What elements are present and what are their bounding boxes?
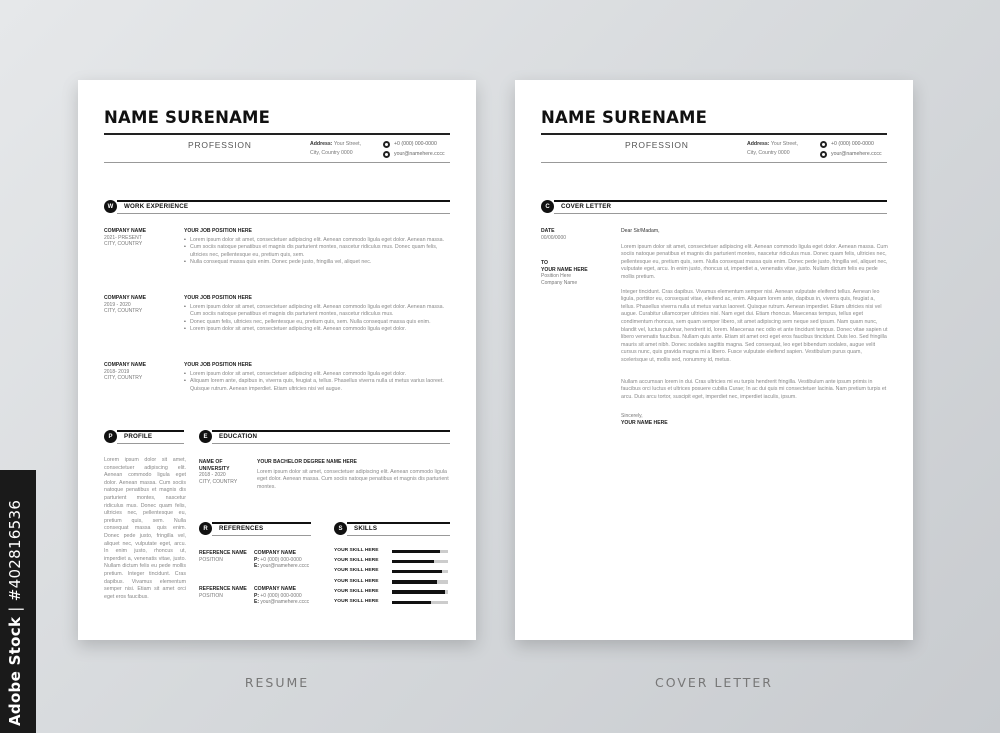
- job-bullet: • Lorem ipsum dolor sit amet, consectetuer adipiscing elit. Aenean commodo ligula eget dolor.: [184, 371, 452, 379]
- work-badge-icon: W: [104, 200, 117, 213]
- ref-phone-label: P:: [254, 592, 259, 599]
- profile-heading: [104, 430, 184, 444]
- stock-watermark-text: Adobe Stock | #402816536: [6, 499, 24, 726]
- cover-contact: [820, 139, 882, 159]
- skill-bar-fill: [392, 590, 445, 593]
- edu-years: 2018 - 2020: [199, 472, 226, 479]
- profile-badge-icon: P: [104, 430, 117, 443]
- ref-phone: +0 (000) 000-0000: [259, 556, 302, 563]
- ref-phone-label: P:: [254, 556, 259, 563]
- skills-badge-icon: S: [334, 522, 347, 535]
- job-bullets: [184, 237, 452, 267]
- cover-phone-text: +0 (000) 000-0000: [831, 141, 874, 147]
- cover-to-block: [541, 260, 588, 286]
- edu-university: UNIVERSITY: [199, 465, 230, 472]
- edu-name-of: NAME OF: [199, 459, 223, 465]
- job-1-detail: [184, 228, 452, 267]
- job-bullet: • Lorem ipsum dolor sit amet, consectetuer adipiscing elit. Aenean commodo ligula eget dolor. Aenean massa. Cum sociis natoque penatibus et magnis dis parturient montes, nascetur ridiculus mus.: [184, 304, 452, 319]
- ref-position: POSITION: [199, 592, 223, 599]
- job-1-meta: [104, 228, 174, 248]
- work-experience-heading: [104, 200, 450, 214]
- reference-2: [199, 586, 247, 599]
- skill-label: YOUR SKILL HERE: [334, 558, 379, 564]
- education-badge-icon: E: [199, 430, 212, 443]
- job-bullets: [184, 304, 452, 334]
- job-location: CITY, COUNTRY: [104, 375, 143, 382]
- salutation: Dear Sir/Madam,: [621, 228, 660, 234]
- letter-paragraph: Integer tincidunt. Cras dapibus. Vivamus elementum semper nisi. Aenean vulputate eleifend tellus. Aenean leo ligula, porttitor eu, consequat vitae, eleifend ac, enim. Aliquam lorem ante, dapibus in, viverra quis, feugiat a, tellus. Phasellus viverra nulla ut metus varius laoreet. Quisque rutrum. Aenean imperdiet. Etiam ultricies nisi vel augue. Curabitur ullamcorper ultricies nisi. Nam eget dui. Etiam rhoncus. Maecenas tempus, tellus eget condimentum rhoncus, sem quam semper libero, sit amet adipiscing sem neque sed ipsum. Nam quam nunc, blandit vel, luctus pulvinar, hendrerit id, lorem. Maecenas nec odio et ante tincidunt tempus. Donec vitae sapien ut libero venenatis faucibus. Nullam quis ante. Etiam sit amet orci eget eros faucibus tincidunt. Duis leo. Sed fringilla mauris sit amet nibh. Donec sodales sagittis magna. Sed consequat, leo eget bibendum sodales, augue velit cursus nunc, quis gravida magna mi a libero. Fusce vulputate eleifend sapien. Vestibulum purus quam, scelerisque ut, mollis sed, nonummy id, metus.: [621, 288, 888, 363]
- cover-address-label: Address:: [747, 141, 770, 147]
- address-line2: City, Country 0000: [310, 150, 353, 156]
- header-rule-bottom: [104, 162, 450, 163]
- date-label: DATE: [541, 228, 555, 234]
- ref-company: COMPANY NAME: [254, 550, 296, 556]
- cover-date-block: [541, 228, 566, 241]
- job-bullet: • Donec quam felis, ultricies nec, pellentesque eu, pretium quis, sem. Nulla consequat massa quis enim.: [184, 319, 452, 327]
- ref-name: REFERENCE NAME: [199, 586, 247, 592]
- skill-bar-fill: [392, 560, 434, 563]
- job-bullet: • Lorem ipsum dolor sit amet, consectetuer adipiscing elit. Aenean commodo ligula eget dolor. Aenean massa.: [184, 237, 452, 245]
- job-3-meta: [104, 362, 174, 382]
- ref-email-label: E:: [254, 563, 259, 570]
- email-icon: [383, 151, 390, 158]
- skill-label: YOUR SKILL HERE: [334, 548, 379, 553]
- email-icon: [820, 151, 827, 158]
- letter-paragraph: Lorem ipsum dolor sit amet, consectetuer adipiscing elit. Aenean commodo ligula eget dolor. Aenean massa. Cum sociis natoque penatibus et magnis dis parturient montes, nascetur ridiculus mus. Donec quam felis, ultricies nec, pellentesque eu, pretium quis, sem. Nulla consequat massa quis enim. Donec pede justo, fringilla vel, aliquet nec, vulputate eget, arcu. In enim justo, rhoncus ut, imperdiet a, venenatis vitae, justo. Nullam dictum felis eu pede mollis pretium.: [621, 243, 888, 280]
- skill-bar-fill: [392, 580, 437, 583]
- reference-2-contact: [254, 586, 309, 606]
- to-position: Position Here: [541, 273, 572, 280]
- stock-id: #402816536: [6, 499, 24, 602]
- job-company: COMPANY NAME: [104, 228, 146, 234]
- job-2-meta: [104, 295, 174, 315]
- cover-letter-page: [515, 80, 913, 640]
- job-position: YOUR JOB POSITION HERE: [184, 295, 252, 301]
- to-company: Company Name: [541, 279, 578, 286]
- ref-email-label: E:: [254, 599, 259, 606]
- resume-address: [310, 140, 361, 158]
- cover-letter-caption: COVER LETTER: [655, 675, 773, 690]
- job-bullet: • Aliquam lorem ante, dapibus in, viverra quis, feugiat a, tellus. Phasellus viverra nulla ut metus varius laoreet. Quisque rutrum. Aenean imperdiet. Etiam ultricies nisi vel augue.: [184, 378, 452, 393]
- education-heading: [199, 430, 450, 444]
- job-position: YOUR JOB POSITION HERE: [184, 228, 252, 234]
- ref-company: COMPANY NAME: [254, 586, 296, 592]
- job-2-detail: [184, 295, 452, 334]
- skill-label: YOUR SKILL HERE: [334, 578, 379, 584]
- job-bullet: • Nulla consequat massa quis enim. Donec pede justo, fringilla vel, aliquet nec.: [184, 259, 452, 267]
- reference-1: [199, 550, 247, 563]
- job-company: COMPANY NAME: [104, 295, 146, 301]
- skills-title: SKILLS: [354, 525, 378, 532]
- signature-name: YOUR NAME HERE: [621, 419, 668, 426]
- reference-1-contact: [254, 550, 309, 570]
- cover-address-line1: Your Street,: [769, 141, 799, 147]
- skill-label: YOUR SKILL HERE: [334, 599, 379, 604]
- resume-contact: [383, 139, 445, 159]
- ref-position: POSITION: [199, 556, 223, 563]
- job-bullet: • Cum sociis natoque penatibus et magnis dis parturient montes, nascetur ridiculus mus. Donec quam felis, ultricies nec, pellentesque eu, pretium quis, sem.: [184, 244, 452, 259]
- job-bullets: [184, 371, 452, 394]
- edu-text: Lorem ipsum dolor sit amet, consectetuer adipiscing elit. Aenean commodo ligula eget dolor. Aenean massa. Cum sociis natoque penatibus et magnis dis parturient montes.: [257, 468, 449, 490]
- education-meta: [199, 459, 259, 485]
- profile-title: PROFILE: [124, 433, 153, 440]
- job-years: 2018- 2019: [104, 368, 130, 375]
- references-heading: [199, 522, 311, 536]
- phone-icon: [820, 141, 827, 148]
- skill-label: YOUR SKILL HERE: [334, 568, 379, 574]
- references-title: REFERENCES: [219, 525, 264, 532]
- resume-profession: PROFESSION: [188, 140, 252, 150]
- job-3-detail: [184, 362, 452, 393]
- profile-text: Lorem ipsum dolor sit amet, consectetuer adipiscing elit. Aenean commodo ligula eget dolor. Aenean massa. Cum sociis natoque penatibus et magnis dis parturient montes, nascetur ridiculus mus. Donec quam felis, ultricies nec, pellentesque eu, pretium quis, sem. Nulla consequat massa quis enim. Donec pede justo, fringilla vel, aliquet nec, vulputate eget, arcu. In enim justo, rhoncus ut, imperdiet a, venenatis vitae, justo. Nullam dictum felis eu pede mollis pretium. Integer tincidunt. Cras dapibus. Vivamus elementum semper nisi. Etiam sit amet orci eget eros faucibus.: [104, 457, 186, 600]
- cover-header-rule-top: [541, 133, 887, 135]
- job-bullet: • Lorem ipsum dolor sit amet, consectetuer adipiscing elit. Aenean commodo ligula eget dolor.: [184, 326, 452, 334]
- cover-profession: PROFESSION: [625, 140, 689, 150]
- skill-bar-fill: [392, 570, 442, 573]
- education-detail: [257, 459, 450, 491]
- cover-address: [747, 140, 798, 158]
- letter-paragraph: Nullam accumsan lorem in dui. Cras ultricies mi eu turpis hendrerit fringilla. Vestibulum ante ipsum primis in faucibus orci luctus et ultrices posuere cubilia Curae; In ac dui quis mi consectetuer lacinia. Nam pretium turpis et arcu. Duis arcu tortor, suscipit eget, imperdiet nec, imperdiet iaculis, ipsum.: [621, 378, 887, 400]
- resume-name: NAME SURENAME: [104, 108, 271, 127]
- skill-bar-fill: [392, 601, 431, 604]
- to-name: YOUR NAME HERE: [541, 266, 588, 273]
- job-years: 2021- PRESENT: [104, 234, 142, 241]
- resume-caption: RESUME: [244, 675, 310, 690]
- cover-letter-body: [621, 228, 889, 426]
- skill-label: YOUR SKILL HERE: [334, 588, 379, 594]
- address-label: Address:: [310, 141, 333, 147]
- work-title: WORK EXPERIENCE: [124, 203, 189, 210]
- education-title: EDUCATION: [219, 433, 258, 440]
- job-years: 2019 - 2020: [104, 301, 131, 308]
- cover-name: NAME SURENAME: [541, 108, 708, 127]
- cover-header-rule-bottom: [541, 162, 887, 163]
- date-value: 00/00/0000: [541, 234, 567, 241]
- cover-letter-heading: [541, 200, 887, 214]
- email-text: your@namehere.cccc: [394, 151, 445, 157]
- skill-bar-fill: [392, 550, 440, 553]
- skills-heading: [334, 522, 450, 536]
- skills-list: [334, 548, 450, 610]
- closing: Sincerely,: [621, 413, 643, 420]
- edu-degree: YOUR BACHELOR DEGREE NAME HERE: [257, 459, 357, 465]
- edu-location: CITY, COUNTRY: [199, 478, 238, 485]
- resume-page: [78, 80, 476, 640]
- cover-email-text: your@namehere.cccc: [831, 151, 882, 157]
- ref-name: REFERENCE NAME: [199, 550, 247, 556]
- cover-address-line2: City, Country 0000: [747, 150, 790, 156]
- cover-title: COVER LETTER: [561, 203, 612, 210]
- address-line1: Your Street,: [332, 141, 362, 147]
- phone-text: +0 (000) 000-0000: [394, 141, 437, 147]
- phone-icon: [383, 141, 390, 148]
- stock-brand: Adobe Stock: [6, 616, 24, 726]
- ref-email: your@namehere.cccc: [259, 599, 310, 606]
- job-position: YOUR JOB POSITION HERE: [184, 362, 252, 368]
- to-label: TO: [541, 260, 548, 266]
- references-badge-icon: R: [199, 522, 212, 535]
- ref-email: your@namehere.cccc: [259, 563, 310, 570]
- job-location: CITY, COUNTRY: [104, 308, 143, 315]
- job-location: CITY, COUNTRY: [104, 241, 143, 248]
- ref-phone: +0 (000) 000-0000: [259, 592, 302, 599]
- header-rule-top: [104, 133, 450, 135]
- cover-badge-icon: C: [541, 200, 554, 213]
- job-company: COMPANY NAME: [104, 362, 146, 368]
